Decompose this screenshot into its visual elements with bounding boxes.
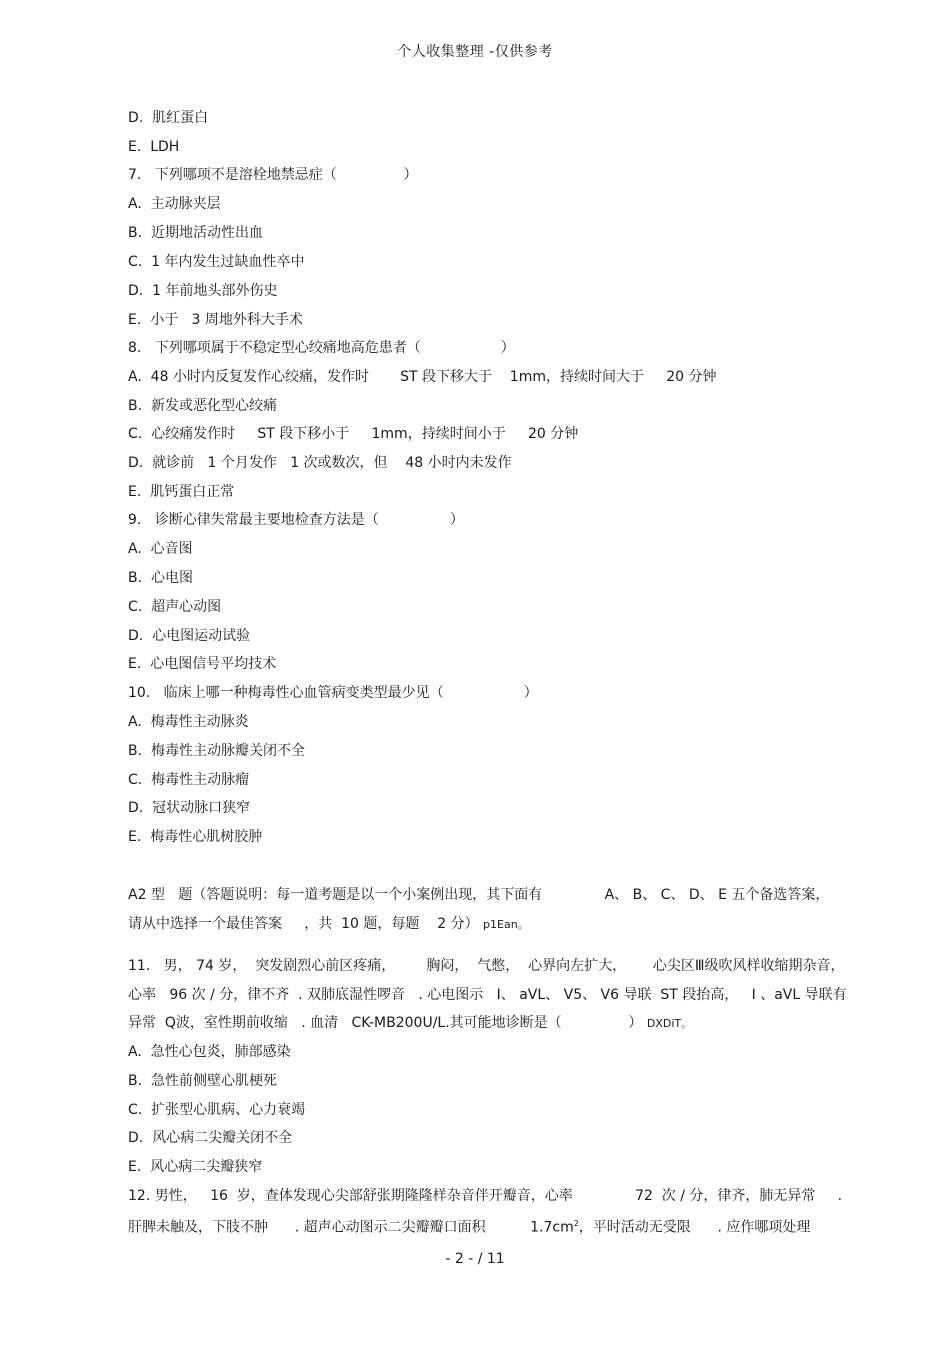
option-line: C. 超声心动图 (128, 599, 222, 615)
option-line: D. 就诊前 1 个月发作 1 次或数次，但 48 小时内未发作 (128, 455, 512, 471)
option-line: B. 新发或恶化型心绞痛 (128, 398, 277, 414)
question-line: 心率 96 次 / 分，律不齐 . 双肺底湿性啰音 . 心电图示 Ⅰ、 aVL、 V5、 V6 导联 ST 段抬高， Ⅰ 、aVL 导联有 (128, 987, 847, 1003)
question-line: 7. 下列哪项不是溶栓地禁忌症（ ） (128, 167, 418, 183)
option-line: E. 小于 3 周地外科大手术 (128, 312, 303, 328)
option-line: D. 风心病二尖瓣关闭不全 (128, 1130, 293, 1146)
option-line: E. 心电图信号平均技术 (128, 656, 277, 672)
option-line: A. 急性心包炎，肺部感染 (128, 1044, 291, 1060)
option-line: E. 梅毒性心肌树胶肿 (128, 829, 263, 845)
page-header: 个人收集整理 -仅供参考 (397, 44, 553, 60)
superscript: 2 (573, 1219, 579, 1228)
option-line: B. 急性前侧壁心肌梗死 (128, 1073, 277, 1089)
question-text: ，平时活动无受限 . 应作哪项处理 (578, 1219, 811, 1236)
option-line: A. 主动脉夹层 (128, 196, 221, 212)
option-line: C. 扩张型心肌病、心力衰竭 (128, 1102, 306, 1118)
question-line: 10. 临床上哪一种梅毒性心血管病变类型最少见（ ） (128, 685, 538, 701)
section-instruction-text: 请从中选择一个最佳答案 ，共 10 题，每题 2 分） (128, 916, 479, 932)
option-line: C. 1 年内发生过缺血性卒中 (128, 254, 305, 270)
option-line: A. 48 小时内反复发作心绞痛，发作时 ST 段下移大于 1mm，持续时间大于 20 分钟 (128, 369, 717, 385)
option-line: E. 风心病二尖瓣狭窄 (128, 1159, 263, 1175)
option-line: B. 梅毒性主动脉瓣关闭不全 (128, 743, 305, 759)
option-line: A. 心音图 (128, 541, 193, 557)
option-line: E. 肌钙蛋白正常 (128, 484, 235, 500)
option-line: C. 心绞痛发作时 ST 段下移小于 1mm，持续时间小于 20 分钟 (128, 426, 579, 442)
question-line (128, 1214, 810, 1238)
option-line: E. LDH (128, 139, 180, 155)
question-line: 12. 男性， 16 岁，查体发现心尖部舒张期隆隆样杂音伴开瓣音，心率 72 次 / 分，律齐，肺无异常 . (128, 1188, 843, 1204)
question-line: 11. 男， 74 岁， 突发剧烈心前区疼痛， 胸闷， 气憋， 心界向左扩大， 心尖区Ⅲ级吹风样收缩期杂音， (128, 958, 845, 974)
option-line: B. 近期地活动性出血 (128, 225, 263, 241)
question-line: 8. 下列哪项属于不稳定型心绞痛地高危患者（ ） (128, 340, 515, 356)
page-number: - 2 - / 11 (445, 1251, 505, 1267)
doc-code: p1Ean。 (483, 918, 529, 931)
question-line: 9. 诊断心律失常最主要地检查方法是（ ） (128, 512, 464, 528)
option-line: D. 肌红蛋白 (128, 110, 209, 126)
option-line: D. 心电图运动试验 (128, 628, 251, 644)
question-line (128, 1013, 692, 1034)
option-line: C. 梅毒性主动脉瘤 (128, 772, 250, 788)
question-text: 肝脾未触及，下肢不肿 . 超声心动图示二尖瓣瓣口面积 1.7cm (128, 1219, 574, 1236)
option-line: D. 1 年前地头部外伤史 (128, 283, 278, 299)
doc-code: DXDiT。 (646, 1017, 693, 1030)
option-line: A. 梅毒性主动脉炎 (128, 714, 249, 730)
section-instruction-line (128, 914, 529, 935)
option-line: D. 冠状动脉口狭窄 (128, 800, 251, 816)
question-text: 异常 Q波，室性期前收缩 . 血清 CK-MB200U/L.其可能地诊断是（ ） (128, 1015, 643, 1031)
section-instruction-line: A2 型 题（答题说明：每一道考题是以一个小案例出现，其下面有 A、 B、 C、 D、 E 五个备选答案， (128, 887, 830, 903)
option-line: B. 心电图 (128, 570, 193, 586)
